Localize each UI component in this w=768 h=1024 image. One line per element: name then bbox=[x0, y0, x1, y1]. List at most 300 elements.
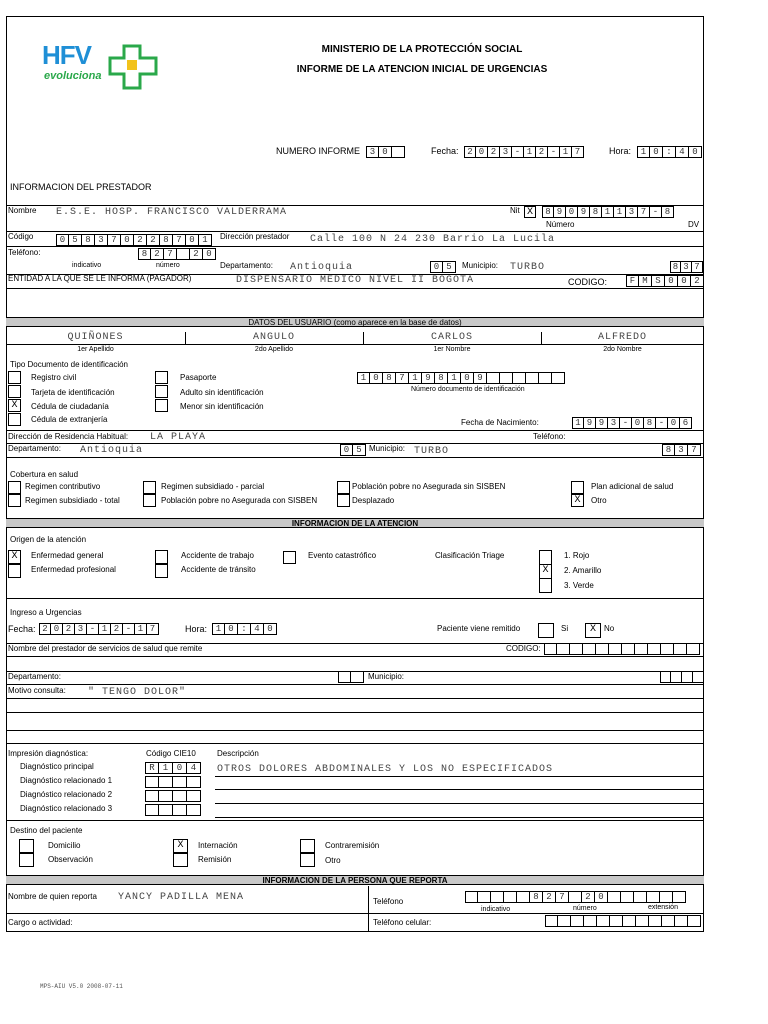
residencia-label: Dirección de Residencia Habitual: bbox=[8, 432, 129, 441]
char-cell[interactable] bbox=[500, 372, 513, 384]
char-cell[interactable]: 4 bbox=[187, 762, 201, 774]
char-cell[interactable] bbox=[491, 891, 504, 903]
diag-descripcion: OTROS DOLORES ABDOMINALES Y LOS NO ESPECIFICADOS bbox=[217, 764, 554, 775]
char-cell[interactable] bbox=[661, 643, 674, 655]
nombre1-label: 1er Nombre bbox=[433, 346, 471, 353]
char-cell[interactable] bbox=[649, 915, 662, 927]
cobertura-label: Cobertura en salud bbox=[10, 470, 79, 479]
char-cell[interactable] bbox=[145, 804, 159, 816]
reporta-numero-label: número bbox=[573, 905, 597, 912]
cie-rel2-cells[interactable] bbox=[145, 790, 201, 802]
char-cell[interactable]: 9 bbox=[596, 417, 608, 429]
si-label: Si bbox=[561, 624, 569, 633]
char-cell[interactable] bbox=[648, 643, 661, 655]
char-cell[interactable] bbox=[159, 790, 173, 802]
char-cell[interactable] bbox=[688, 915, 701, 927]
char-cell[interactable]: 3 bbox=[75, 623, 87, 635]
char-cell[interactable] bbox=[487, 372, 500, 384]
hora-label: Hora: bbox=[609, 146, 632, 156]
char-cell[interactable]: 7 bbox=[108, 234, 121, 246]
municipio-label: Municipio: bbox=[462, 261, 499, 270]
char-cell[interactable]: 8 bbox=[160, 234, 173, 246]
acc-transito-checkbox[interactable] bbox=[155, 564, 168, 578]
char-cell[interactable]: 8 bbox=[138, 248, 151, 260]
char-cell[interactable]: 7 bbox=[556, 891, 569, 903]
domicilio-label: Domicilio bbox=[48, 841, 81, 850]
cie-rel1-cells[interactable] bbox=[145, 776, 201, 788]
reporta-extension-label: extensión bbox=[648, 904, 678, 911]
char-cell[interactable]: 3 bbox=[366, 146, 379, 158]
codigo-cells[interactable] bbox=[56, 234, 212, 246]
remitido-no-checkbox[interactable]: X bbox=[585, 623, 601, 638]
triage-amarillo-checkbox[interactable]: X bbox=[539, 564, 552, 579]
char-cell[interactable] bbox=[610, 915, 623, 927]
verde-label: 3. Verde bbox=[564, 581, 594, 590]
departamento-cells[interactable] bbox=[430, 261, 456, 273]
pasaporte-checkbox[interactable] bbox=[155, 371, 168, 384]
char-cell[interactable]: 0 bbox=[225, 623, 238, 635]
menor-label: Menor sin identificación bbox=[180, 402, 264, 411]
char-cell[interactable]: S bbox=[652, 275, 665, 287]
char-cell[interactable]: 5 bbox=[69, 234, 82, 246]
char-cell[interactable] bbox=[513, 372, 526, 384]
char-cell[interactable]: 5 bbox=[353, 444, 366, 456]
prestador-departamento: Antioquia bbox=[290, 262, 354, 273]
char-cell[interactable]: 0 bbox=[379, 146, 392, 158]
char-cell[interactable]: 1 bbox=[448, 372, 461, 384]
char-cell[interactable]: 3 bbox=[500, 146, 512, 158]
char-cell[interactable]: 1 bbox=[357, 372, 370, 384]
otro-label: Otro bbox=[591, 496, 607, 505]
char-cell[interactable]: 0 bbox=[461, 372, 474, 384]
apellido2: ANGULO bbox=[252, 332, 295, 343]
char-cell[interactable]: 1 bbox=[614, 206, 626, 218]
char-cell[interactable] bbox=[504, 891, 517, 903]
logo bbox=[40, 38, 180, 94]
char-cell[interactable]: 8 bbox=[590, 206, 602, 218]
char-cell[interactable]: R bbox=[145, 762, 159, 774]
diag-rel3-label: Diagnóstico relacionado 3 bbox=[20, 804, 113, 813]
char-cell[interactable] bbox=[159, 804, 173, 816]
celular-cells[interactable] bbox=[545, 915, 701, 927]
char-cell[interactable]: 3 bbox=[608, 417, 620, 429]
usuario-departamento-cells[interactable] bbox=[340, 444, 366, 456]
pob-con-label: Población pobre no Asegurada con SISBEN bbox=[161, 496, 318, 505]
char-cell[interactable]: - bbox=[548, 146, 560, 158]
char-cell[interactable]: 2 bbox=[464, 146, 476, 158]
char-cell[interactable]: M bbox=[639, 275, 652, 287]
char-cell[interactable]: 0 bbox=[51, 623, 63, 635]
dv-sublabel: DV bbox=[688, 220, 700, 229]
char-cell[interactable]: 3 bbox=[675, 444, 688, 456]
char-cell[interactable]: 0 bbox=[678, 275, 691, 287]
char-cell[interactable]: 3 bbox=[95, 234, 108, 246]
descripcion-label: Descripción bbox=[217, 749, 259, 758]
internacion-checkbox[interactable]: X bbox=[173, 839, 188, 853]
char-cell[interactable]: - bbox=[620, 417, 632, 429]
plan-adicional-checkbox[interactable] bbox=[571, 481, 584, 494]
char-cell[interactable]: 6 bbox=[680, 417, 692, 429]
char-cell[interactable]: 5 bbox=[443, 261, 456, 273]
reporta-telefono-cells[interactable] bbox=[465, 891, 686, 903]
char-cell[interactable]: 7 bbox=[173, 234, 186, 246]
char-cell[interactable]: 8 bbox=[383, 372, 396, 384]
char-cell[interactable]: 0 bbox=[264, 623, 277, 635]
char-cell[interactable]: 2 bbox=[488, 146, 500, 158]
char-cell[interactable]: 3 bbox=[681, 261, 692, 273]
documento-cells[interactable] bbox=[357, 372, 565, 384]
char-cell[interactable] bbox=[674, 643, 687, 655]
char-cell[interactable] bbox=[662, 915, 675, 927]
char-cell[interactable]: 0 bbox=[476, 146, 488, 158]
char-cell[interactable] bbox=[338, 671, 351, 683]
char-cell[interactable]: 2 bbox=[691, 275, 704, 287]
hora-cells[interactable] bbox=[637, 146, 702, 158]
char-cell[interactable]: 0 bbox=[650, 146, 663, 158]
char-cell[interactable]: 7 bbox=[572, 146, 584, 158]
internacion-label: Internación bbox=[198, 841, 238, 850]
logo-text: HFV bbox=[42, 40, 91, 70]
char-cell[interactable]: 0 bbox=[340, 444, 353, 456]
pob-con-checkbox[interactable] bbox=[143, 494, 156, 507]
char-cell[interactable]: 2 bbox=[582, 891, 595, 903]
registro-civil-label: Registro civil bbox=[31, 373, 77, 382]
char-cell[interactable] bbox=[177, 248, 190, 260]
remitido-label: Paciente viene remitido bbox=[437, 624, 521, 633]
evento-label: Evento catastrófico bbox=[308, 551, 377, 560]
atencion-departamento-cells[interactable] bbox=[338, 671, 364, 683]
char-cell[interactable]: 7 bbox=[164, 248, 177, 260]
atencion-section-bar: INFORMACION DE LA ATENCION bbox=[6, 518, 704, 528]
char-cell[interactable] bbox=[621, 891, 634, 903]
char-cell[interactable] bbox=[517, 891, 530, 903]
tarjeta-label: Tarjeta de identificación bbox=[31, 388, 115, 397]
char-cell[interactable]: 2 bbox=[151, 248, 164, 260]
origen-label: Origen de la atención bbox=[10, 535, 87, 544]
destino-otro-label: Otro bbox=[325, 856, 341, 865]
char-cell[interactable]: 0 bbox=[566, 206, 578, 218]
char-cell[interactable]: 1 bbox=[212, 623, 225, 635]
char-cell[interactable] bbox=[570, 643, 583, 655]
atencion-municipio-cells[interactable] bbox=[660, 671, 704, 683]
reg-contrib-label: Regimen contributivo bbox=[25, 482, 101, 491]
tipo-doc-label: Tipo Documento de identificación bbox=[10, 360, 128, 369]
footer-version: MPS-AIU V5.0 2008-07-11 bbox=[40, 983, 123, 990]
char-cell[interactable]: 0 bbox=[689, 146, 702, 158]
char-cell[interactable]: 2 bbox=[147, 234, 160, 246]
char-cell[interactable]: 1 bbox=[159, 762, 173, 774]
remite-codigo-cells[interactable] bbox=[544, 643, 700, 655]
char-cell[interactable]: 0 bbox=[56, 234, 69, 246]
char-cell[interactable]: - bbox=[87, 623, 99, 635]
otro-checkbox[interactable]: X bbox=[571, 494, 584, 507]
char-cell[interactable]: 7 bbox=[688, 444, 701, 456]
char-cell[interactable]: 1 bbox=[135, 623, 147, 635]
numero-informe-cells[interactable] bbox=[366, 146, 405, 158]
municipio-cells[interactable] bbox=[670, 261, 703, 273]
residencia: LA PLAYA bbox=[150, 432, 207, 443]
enf-general-checkbox[interactable]: X bbox=[8, 550, 21, 564]
prestador-section-label: INFORMACION DEL PRESTADOR bbox=[10, 182, 152, 192]
char-cell[interactable] bbox=[597, 915, 610, 927]
char-cell[interactable]: 0 bbox=[370, 372, 383, 384]
char-cell[interactable]: 1 bbox=[524, 146, 536, 158]
codigo-label: Código bbox=[8, 232, 34, 241]
contraremision-checkbox[interactable] bbox=[300, 839, 315, 853]
remite-label: Nombre del prestador de servicios de salud que remite bbox=[8, 644, 203, 653]
cargo-label: Cargo o actividad: bbox=[8, 918, 73, 927]
char-cell[interactable] bbox=[660, 671, 671, 683]
char-cell[interactable] bbox=[465, 891, 478, 903]
nombre2-label: 2do Nombre bbox=[603, 346, 642, 353]
char-cell[interactable] bbox=[675, 915, 688, 927]
reg-sub-parcial-label: Regimen subsidiado - parcial bbox=[161, 482, 265, 491]
char-cell[interactable]: 2 bbox=[111, 623, 123, 635]
direccion-label: Dirección prestador bbox=[220, 232, 290, 241]
char-cell[interactable] bbox=[558, 915, 571, 927]
char-cell[interactable]: 4 bbox=[251, 623, 264, 635]
char-cell[interactable]: 8 bbox=[670, 261, 681, 273]
char-cell[interactable]: 7 bbox=[638, 206, 650, 218]
char-cell[interactable] bbox=[596, 643, 609, 655]
ingreso-fecha-cells[interactable] bbox=[39, 623, 159, 635]
char-cell[interactable]: 1 bbox=[602, 206, 614, 218]
char-cell[interactable]: 0 bbox=[665, 275, 678, 287]
char-cell[interactable]: 1 bbox=[572, 417, 584, 429]
char-cell[interactable] bbox=[682, 671, 693, 683]
char-cell[interactable] bbox=[623, 915, 636, 927]
char-cell[interactable]: 4 bbox=[676, 146, 689, 158]
char-cell[interactable]: 0 bbox=[668, 417, 680, 429]
desplazado-label: Desplazado bbox=[352, 496, 395, 505]
usuario-departamento-label: Departamento: bbox=[8, 444, 61, 453]
char-cell[interactable]: 0 bbox=[121, 234, 134, 246]
usuario-municipio-cells[interactable] bbox=[662, 444, 701, 456]
remision-checkbox[interactable] bbox=[173, 853, 188, 867]
char-cell[interactable]: 7 bbox=[147, 623, 159, 635]
char-cell[interactable]: 0 bbox=[173, 762, 187, 774]
reg-sub-parcial-checkbox[interactable] bbox=[143, 481, 156, 494]
char-cell[interactable]: 8 bbox=[435, 372, 448, 384]
char-cell[interactable]: : bbox=[663, 146, 676, 158]
char-cell[interactable] bbox=[159, 776, 173, 788]
char-cell[interactable] bbox=[187, 776, 201, 788]
char-cell[interactable]: - bbox=[123, 623, 135, 635]
no-label: No bbox=[604, 624, 615, 633]
char-cell[interactable] bbox=[583, 643, 596, 655]
char-cell[interactable]: 0 bbox=[632, 417, 644, 429]
triage-verde-checkbox[interactable] bbox=[539, 578, 552, 593]
char-cell[interactable] bbox=[647, 891, 660, 903]
char-cell[interactable]: - bbox=[650, 206, 662, 218]
menor-checkbox[interactable] bbox=[155, 399, 168, 412]
logo-sub: evoluciona bbox=[44, 70, 102, 82]
char-cell[interactable]: 2 bbox=[134, 234, 147, 246]
char-cell[interactable]: 9 bbox=[578, 206, 590, 218]
codigo2-cells[interactable] bbox=[626, 275, 704, 287]
char-cell[interactable] bbox=[173, 804, 187, 816]
char-cell[interactable] bbox=[622, 643, 635, 655]
nit-cells[interactable] bbox=[542, 206, 674, 218]
cie-cells[interactable] bbox=[145, 762, 201, 774]
pob-sin-checkbox[interactable] bbox=[337, 481, 350, 494]
acc-trabajo-checkbox[interactable] bbox=[155, 550, 168, 564]
char-cell[interactable] bbox=[636, 915, 649, 927]
char-cell[interactable]: : bbox=[238, 623, 251, 635]
char-cell[interactable]: 8 bbox=[542, 206, 554, 218]
char-cell[interactable]: 2 bbox=[190, 248, 203, 260]
char-cell[interactable] bbox=[145, 776, 159, 788]
amarillo-label: 2. Amarillo bbox=[564, 566, 602, 575]
char-cell[interactable]: 1 bbox=[99, 623, 111, 635]
char-cell[interactable]: 9 bbox=[584, 417, 596, 429]
char-cell[interactable] bbox=[608, 891, 621, 903]
tarjeta-checkbox[interactable] bbox=[8, 385, 21, 398]
telefono-cells[interactable] bbox=[138, 248, 216, 260]
char-cell[interactable] bbox=[145, 790, 159, 802]
char-cell[interactable] bbox=[671, 671, 682, 683]
nombre2: ALFREDO bbox=[597, 332, 647, 343]
enf-profesional-checkbox[interactable] bbox=[8, 564, 21, 578]
nacimiento-cells[interactable] bbox=[572, 417, 692, 429]
apellido1-label: 1er Apellido bbox=[77, 346, 114, 353]
contraremision-label: Contraremisión bbox=[325, 841, 380, 850]
char-cell[interactable] bbox=[478, 891, 491, 903]
char-cell[interactable] bbox=[539, 372, 552, 384]
char-cell[interactable]: 2 bbox=[39, 623, 51, 635]
reporta-telefono-label: Teléfono bbox=[373, 897, 404, 906]
char-cell[interactable] bbox=[569, 891, 582, 903]
domicilio-checkbox[interactable] bbox=[19, 839, 34, 853]
char-cell[interactable]: 2 bbox=[543, 891, 556, 903]
atencion-municipio-label: Municipio: bbox=[368, 672, 405, 681]
usuario-municipio: TURBO bbox=[414, 446, 450, 457]
char-cell[interactable]: 8 bbox=[662, 444, 675, 456]
char-cell[interactable]: 0 bbox=[203, 248, 216, 260]
char-cell[interactable]: 8 bbox=[82, 234, 95, 246]
char-cell[interactable]: 8 bbox=[530, 891, 543, 903]
cie-label: Código CIE10 bbox=[146, 749, 196, 758]
char-cell[interactable]: F bbox=[626, 275, 639, 287]
cedula-ext-label: Cédula de extranjería bbox=[31, 415, 108, 424]
char-cell[interactable] bbox=[173, 776, 187, 788]
nit-label: Nit bbox=[510, 206, 520, 215]
char-cell[interactable]: 2 bbox=[63, 623, 75, 635]
char-cell[interactable]: 8 bbox=[644, 417, 656, 429]
char-cell[interactable] bbox=[693, 671, 704, 683]
char-cell[interactable]: 2 bbox=[536, 146, 548, 158]
apellido1: QUIÑONES bbox=[67, 332, 124, 343]
char-cell[interactable]: - bbox=[512, 146, 524, 158]
char-cell[interactable]: 0 bbox=[186, 234, 199, 246]
char-cell[interactable]: 9 bbox=[422, 372, 435, 384]
char-cell[interactable]: 1 bbox=[199, 234, 212, 246]
triage-rojo-checkbox[interactable] bbox=[539, 550, 552, 565]
char-cell[interactable] bbox=[392, 146, 405, 158]
destino-otro-checkbox[interactable] bbox=[300, 853, 315, 867]
remitido-si-checkbox[interactable] bbox=[538, 623, 554, 638]
char-cell[interactable]: 9 bbox=[554, 206, 566, 218]
reg-contrib-checkbox[interactable] bbox=[8, 481, 21, 494]
acc-transito-label: Accidente de tránsito bbox=[181, 565, 256, 574]
char-cell[interactable]: 1 bbox=[560, 146, 572, 158]
ingreso-label: Ingreso a Urgencias bbox=[10, 608, 82, 617]
reporta-nombre-label: Nombre de quien reporta bbox=[8, 892, 97, 901]
fecha-label: Fecha: bbox=[431, 146, 459, 156]
char-cell[interactable]: 9 bbox=[474, 372, 487, 384]
adulto-checkbox[interactable] bbox=[155, 385, 168, 398]
cedula-ciud-checkbox[interactable]: X bbox=[8, 399, 21, 412]
reg-sub-total-label: Regimen subsidiado - total bbox=[25, 496, 120, 505]
char-cell[interactable]: - bbox=[656, 417, 668, 429]
char-cell[interactable] bbox=[584, 915, 597, 927]
desplazado-checkbox[interactable] bbox=[337, 494, 350, 507]
numero-sublabel: Número bbox=[546, 220, 575, 229]
enf-general-label: Enfermedad general bbox=[31, 551, 104, 560]
nit-checkbox[interactable]: X bbox=[524, 206, 536, 218]
char-cell[interactable] bbox=[673, 891, 686, 903]
diag-rel2-label: Diagnóstico relacionado 2 bbox=[20, 790, 113, 799]
char-cell[interactable] bbox=[173, 790, 187, 802]
char-cell[interactable] bbox=[351, 671, 364, 683]
char-cell[interactable] bbox=[660, 891, 673, 903]
char-cell[interactable] bbox=[187, 804, 201, 816]
reg-sub-total-checkbox[interactable] bbox=[8, 494, 21, 507]
fecha-cells[interactable] bbox=[464, 146, 584, 158]
char-cell[interactable] bbox=[687, 643, 700, 655]
char-cell[interactable]: 8 bbox=[662, 206, 674, 218]
observacion-label: Observación bbox=[48, 855, 93, 864]
char-cell[interactable]: 0 bbox=[595, 891, 608, 903]
char-cell[interactable] bbox=[526, 372, 539, 384]
char-cell[interactable] bbox=[187, 790, 201, 802]
entidad-nombre: DISPENSARIO MEDICO NIVEL II BOGOTA bbox=[236, 275, 475, 286]
motivo-label: Motivo consulta: bbox=[8, 686, 66, 695]
char-cell[interactable] bbox=[635, 643, 648, 655]
char-cell[interactable] bbox=[609, 643, 622, 655]
char-cell[interactable]: 3 bbox=[626, 206, 638, 218]
pasaporte-label: Pasaporte bbox=[180, 373, 217, 382]
char-cell[interactable] bbox=[545, 915, 558, 927]
enf-profesional-label: Enfermedad profesional bbox=[31, 565, 116, 574]
form-title: INFORME DE LA ATENCION INICIAL DE URGENCIAS bbox=[296, 64, 548, 75]
registro-civil-checkbox[interactable] bbox=[8, 371, 21, 384]
char-cell[interactable] bbox=[544, 643, 557, 655]
departamento-label: Departamento: bbox=[220, 261, 273, 270]
char-cell[interactable] bbox=[634, 891, 647, 903]
usuario-departamento: Antioquia bbox=[80, 445, 144, 456]
evento-checkbox[interactable] bbox=[283, 551, 296, 564]
ingreso-hora-cells[interactable] bbox=[212, 623, 277, 635]
codigo2-label: CODIGO: bbox=[568, 277, 608, 287]
char-cell[interactable]: 7 bbox=[396, 372, 409, 384]
char-cell[interactable]: 7 bbox=[692, 261, 703, 273]
telefono-label: Teléfono: bbox=[8, 248, 41, 257]
char-cell[interactable]: 1 bbox=[409, 372, 422, 384]
char-cell[interactable] bbox=[571, 915, 584, 927]
char-cell[interactable]: 1 bbox=[637, 146, 650, 158]
atencion-departamento-label: Departamento: bbox=[8, 672, 61, 681]
char-cell[interactable]: 0 bbox=[430, 261, 443, 273]
cedula-ext-checkbox[interactable] bbox=[8, 413, 21, 426]
cie-rel3-cells[interactable] bbox=[145, 804, 201, 816]
ministry-title: MINISTERIO DE LA PROTECCIÓN SOCIAL bbox=[321, 44, 523, 55]
char-cell[interactable] bbox=[552, 372, 565, 384]
nacimiento-label: Fecha de Nacimiento: bbox=[461, 418, 539, 427]
char-cell[interactable] bbox=[557, 643, 570, 655]
observacion-checkbox[interactable] bbox=[19, 853, 34, 867]
prestador-nombre: E.S.E. HOSP. FRANCISCO VALDERRAMA bbox=[56, 207, 288, 218]
